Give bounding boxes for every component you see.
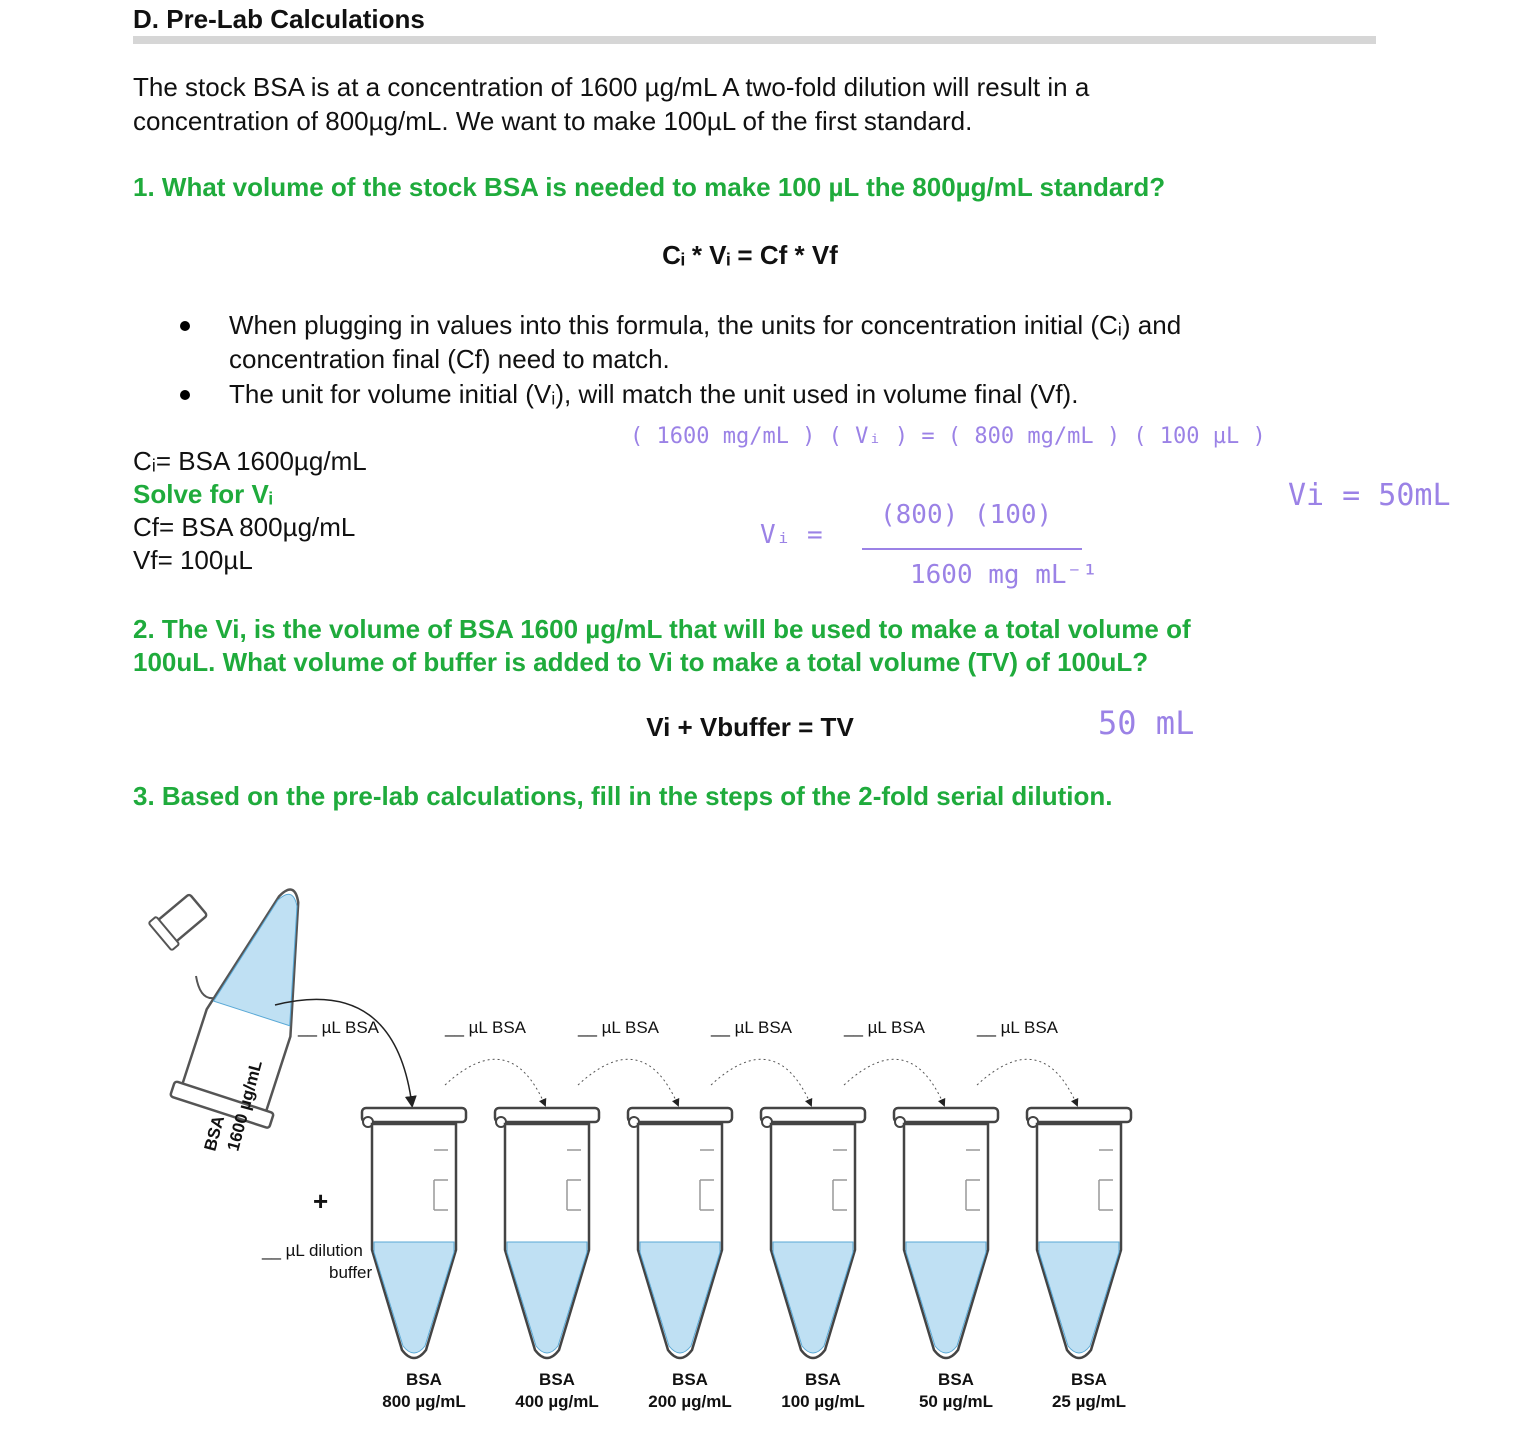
question-2-line-1: 2. The Vi, is the volume of BSA 1600 µg/mL that will be used to make a total volume of <box>133 614 1191 644</box>
tube-2-concentration: 400 µg/mL <box>515 1392 599 1411</box>
transfer-label-3: __ µL BSA <box>578 1018 659 1037</box>
transfer-label-6: __ µL BSA <box>977 1018 1058 1037</box>
transfer-arrow-3 <box>578 1059 678 1105</box>
buffer-label-line-2: buffer <box>329 1263 373 1282</box>
handwritten-denominator: 1600 mg mL⁻¹ <box>910 560 1098 590</box>
transfer-arrow-2 <box>445 1059 545 1105</box>
given-solve: Solve for Vᵢ <box>133 479 273 509</box>
section-divider <box>133 36 1376 44</box>
tube-2-name: BSA <box>539 1370 575 1389</box>
question-1: 1. What volume of the stock BSA is needed to make 100 µL the 800µg/mL standard? <box>133 172 1166 202</box>
intro-line-2: concentration of 800µg/mL. We want to make 100µL of the first standard. <box>133 106 973 136</box>
tube-1-concentration: 800 µg/mL <box>382 1392 466 1411</box>
dilution-tube-5 <box>894 1108 998 1358</box>
tube-3-name: BSA <box>672 1370 708 1389</box>
given-ci: Cᵢ= BSA 1600µg/mL <box>133 446 367 476</box>
dilution-tube-3 <box>628 1108 732 1358</box>
bullet-2: The unit for volume initial (Vᵢ), will match the unit used in volume final (Vf). <box>229 379 1079 409</box>
dilution-tube-4 <box>761 1108 865 1358</box>
intro-line-1: The stock BSA is at a concentration of 1600 µg/mL A two-fold dilution will result in a <box>133 72 1090 102</box>
handwritten-result: Vi = 50mL <box>1288 478 1451 513</box>
tube-6-name: BSA <box>1071 1370 1107 1389</box>
transfer-label-4: __ µL BSA <box>711 1018 792 1037</box>
transfer-arrow-1 <box>275 999 412 1105</box>
dilution-tube-2 <box>495 1108 599 1358</box>
handwritten-fraction-bar <box>862 548 1082 550</box>
bullet-1-line-1: When plugging in values into this formula, the units for concentration initial (Cᵢ) and <box>229 310 1182 340</box>
stock-tube-concentration: 1600 µg/mL <box>223 1058 266 1154</box>
stock-tube-hinge <box>196 976 214 998</box>
tube-6-concentration: 25 µg/mL <box>1051 1392 1127 1411</box>
bullet-dot <box>180 390 190 400</box>
dilution-tube-6 <box>1027 1108 1131 1358</box>
question-2-line-2: 100uL. What volume of buffer is added to Vi to make a total volume (TV) of 100uL? <box>133 647 1149 677</box>
plus-sign: + <box>313 1186 329 1216</box>
question-3: 3. Based on the pre-lab calculations, fill in the steps of the 2-fold serial dilution. <box>133 781 1113 811</box>
transfer-arrow-6 <box>977 1059 1077 1105</box>
handwritten-answer-2: 50 mL <box>1098 704 1195 742</box>
given-vf: Vf= 100µL <box>133 545 253 575</box>
tube-5-name: BSA <box>938 1370 974 1389</box>
transfer-label-2: __ µL BSA <box>445 1018 526 1037</box>
section-title: D. Pre-Lab Calculations <box>133 4 425 34</box>
tube-4-name: BSA <box>805 1370 841 1389</box>
buffer-label-line-1: __ µL dilution <box>262 1241 363 1260</box>
formula-ci-vi: Cᵢ * Vᵢ = Cf * Vf <box>662 240 838 270</box>
tube-5-concentration: 50 µg/mL <box>918 1392 994 1411</box>
tube-4-concentration: 100 µg/mL <box>781 1392 865 1411</box>
bullet-dot <box>180 321 190 331</box>
serial-dilution-diagram <box>0 880 1521 1441</box>
stock-tube-label: BSA <box>200 1113 229 1154</box>
handwritten-numerator: (800) (100) <box>880 500 1053 530</box>
tube-3-concentration: 200 µg/mL <box>648 1392 732 1411</box>
given-cf: Cf= BSA 800µg/mL <box>133 512 356 542</box>
bullet-1-line-2: concentration final (Cf) need to match. <box>229 344 670 374</box>
tube-1-name: BSA <box>406 1370 442 1389</box>
transfer-arrow-5 <box>844 1059 944 1105</box>
transfer-label-5: __ µL BSA <box>844 1018 925 1037</box>
stock-tube-cap <box>149 891 210 951</box>
dilution-tube-1 <box>362 1108 466 1358</box>
transfer-arrow-4 <box>711 1059 811 1105</box>
handwritten-equation: ( 1600 mg/mL ) ( Vᵢ ) = ( 800 mg/mL ) ( 100 µL ) <box>630 424 1266 449</box>
formula-total-volume: Vi + Vbuffer = TV <box>646 712 854 742</box>
handwritten-vi-lhs: Vᵢ = <box>760 520 823 550</box>
transfer-label-1: __ µL BSA <box>298 1018 379 1037</box>
